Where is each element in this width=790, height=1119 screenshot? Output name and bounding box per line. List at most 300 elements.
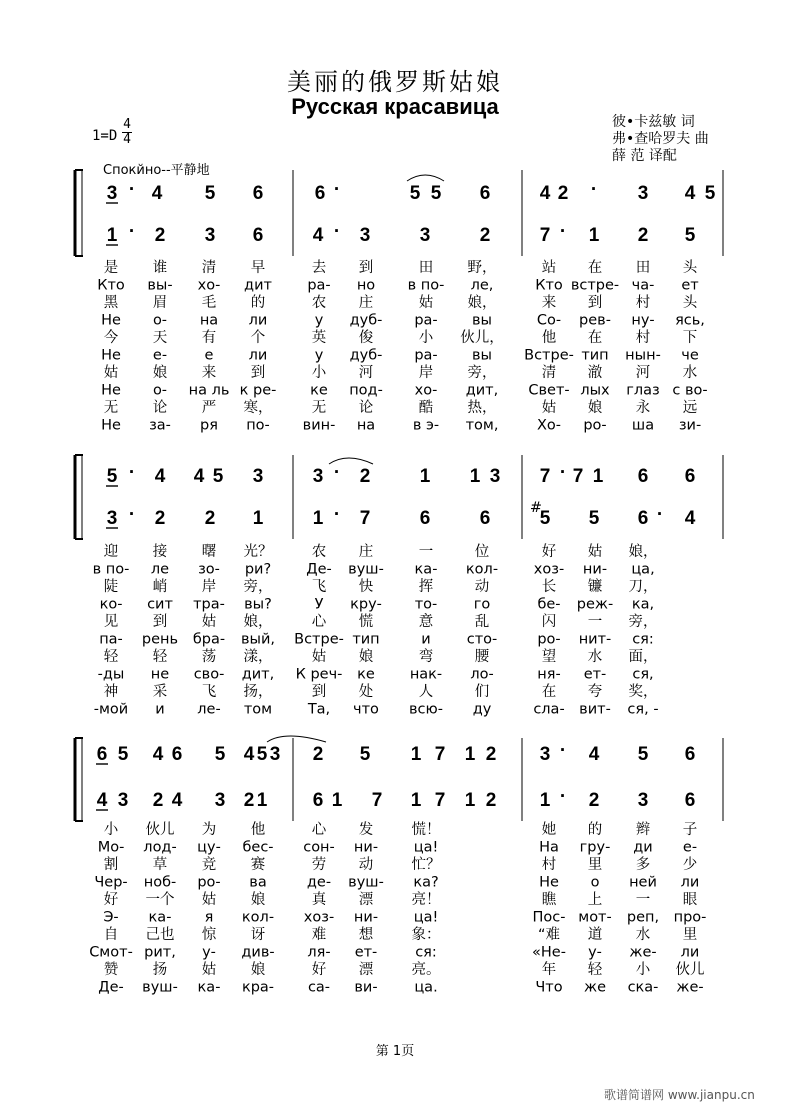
lyric-syllable: 弯: [418, 649, 434, 665]
lyric-syllable: Свет-: [528, 382, 570, 399]
lyric-syllable: 亮！: [411, 892, 441, 908]
lyric-syllable: Чер-: [94, 874, 128, 891]
lyric-syllable: Э-: [103, 909, 119, 926]
upper-part-note: 5: [704, 183, 716, 204]
lyric-syllable: 到: [311, 684, 327, 700]
lyric-syllable: 腰: [474, 649, 490, 665]
lyric-syllable: “难: [537, 927, 561, 943]
lyric-syllable: ся, -: [627, 701, 659, 718]
lyric-syllable: дуб-: [349, 347, 383, 364]
lyric-syllable: ле-: [197, 701, 221, 718]
lyric-syllable: Что: [535, 979, 563, 996]
lyric-syllable: 村: [541, 857, 557, 873]
lyric-syllable: 乱: [474, 614, 490, 630]
upper-part-note: 5: [106, 466, 118, 487]
lyric-syllable: 难: [311, 927, 327, 943]
lyric-syllable: сла-: [533, 701, 565, 718]
lyric-syllable: па-: [99, 631, 123, 648]
upper-part-note: 2: [312, 744, 324, 765]
upper-part-note: 2: [485, 744, 497, 765]
lyric-syllable: кол-: [241, 909, 275, 926]
lyric-syllable: 陡: [103, 579, 119, 595]
lyric-syllable: 下: [682, 330, 698, 346]
lyric-syllable: 峭: [152, 579, 168, 595]
lower-part-note: 1: [331, 790, 343, 811]
lyric-syllable: 草: [152, 857, 168, 873]
lyric-syllable: 河: [358, 365, 374, 381]
title-russian: Русская красавица: [291, 94, 499, 119]
lyric-syllable: в по-: [92, 561, 130, 578]
lyric-syllable: 赞: [103, 962, 119, 978]
lyric-syllable: сит: [147, 596, 173, 613]
page-number: 第 1页: [375, 1044, 415, 1059]
upper-part-note: 5: [117, 744, 129, 765]
lyric-syllable: 飞: [201, 684, 217, 700]
lyric-syllable: ра-: [414, 347, 438, 364]
lyric-syllable: че: [681, 347, 699, 364]
lyric-syllable: 见: [103, 614, 119, 630]
lyric-syllable: вый,: [240, 631, 276, 648]
lyric-syllable: реж-: [576, 596, 614, 613]
credit-translator: 薛 范 译配: [612, 148, 677, 164]
lyric-syllable: рит,: [144, 944, 176, 961]
lyric-syllable: 永: [635, 400, 651, 416]
lyric-syllable: 澈: [587, 365, 603, 381]
lyric-syllable: Встре-: [294, 631, 344, 648]
upper-part-note: 5: [430, 183, 442, 204]
lyric-syllable: 远: [682, 400, 698, 416]
upper-part-note: 5: [212, 466, 224, 487]
upper-part-note: 1: [419, 466, 431, 487]
lyric-syllable: 神: [103, 684, 119, 700]
lyric-syllable: 有: [201, 330, 217, 346]
upper-part-note: 7: [572, 466, 584, 487]
time-signature-top: 4: [123, 117, 131, 132]
lyric-syllable: 清: [541, 365, 557, 381]
lyric-syllable: том,: [465, 417, 499, 434]
lyric-syllable: 旁，: [243, 579, 273, 595]
lyric-syllable: ца!: [413, 839, 439, 856]
lyric-syllable: ли: [248, 347, 268, 364]
lyric-syllable: 处: [358, 684, 374, 700]
lyric-syllable: 野，: [467, 260, 497, 276]
lyric-syllable: 真: [311, 892, 327, 908]
lyric-syllable: 采: [152, 684, 168, 700]
lyric-syllable: Кто: [97, 277, 125, 294]
lyric-syllable: не: [150, 666, 170, 683]
lyric-syllable: де-: [306, 874, 332, 891]
lyric-syllable: 到: [587, 295, 603, 311]
lyric-syllable: 头: [682, 295, 698, 311]
lyric-syllable: 清: [201, 260, 217, 276]
lyric-syllable: 旁，: [467, 365, 497, 381]
lyric-syllable: но: [356, 277, 376, 294]
lyric-syllable: 讶: [250, 927, 266, 943]
lyric-syllable: 子: [682, 822, 698, 838]
lyric-syllable: кра-: [241, 979, 275, 996]
lower-part-note: 3: [204, 225, 216, 246]
upper-part-note: 6: [684, 744, 696, 765]
lyric-syllable: ка-: [148, 909, 172, 926]
lyric-syllable: Де-: [306, 561, 332, 578]
lyric-syllable: ка-: [414, 561, 438, 578]
lyric-syllable: Не: [101, 312, 121, 329]
lower-part-note: 2: [243, 790, 255, 811]
lyric-syllable: встре-: [570, 277, 620, 294]
lyric-syllable: Встре-: [524, 347, 574, 364]
lyric-syllable: ка,: [631, 596, 655, 613]
lyric-syllable: о: [590, 874, 600, 891]
lyric-syllable: ноб-: [143, 874, 177, 891]
lyric-syllable: хоз-: [303, 909, 335, 926]
lyric-syllable: 谁: [152, 260, 168, 276]
augmentation-dot: ·: [333, 462, 341, 483]
lyric-syllable: 漂: [358, 892, 374, 908]
lower-part-note: 2: [154, 225, 166, 246]
lyric-syllable: 他: [541, 330, 557, 346]
lyric-syllable: Не: [101, 347, 121, 364]
lyric-syllable: 动: [474, 579, 490, 595]
lower-part-note: 7: [539, 225, 551, 246]
lyric-syllable: ля-: [307, 944, 331, 961]
lyric-syllable: в э-: [412, 417, 440, 434]
lyric-syllable: ду: [472, 701, 492, 718]
lyric-syllable: 轻: [103, 649, 119, 665]
augmentation-dot: ·: [559, 740, 567, 761]
lyric-syllable: 酷: [418, 400, 434, 416]
lyric-syllable: 娘，: [467, 295, 497, 311]
lyric-syllable: же-: [676, 979, 704, 996]
lyric-syllable: кол-: [465, 561, 499, 578]
lyric-syllable: ска-: [627, 979, 659, 996]
lyric-syllable: ет-: [354, 944, 378, 961]
lyric-syllable: 娘: [587, 400, 603, 416]
lyric-syllable: ца!: [413, 909, 439, 926]
lyric-syllable: 小: [635, 962, 651, 978]
lyric-syllable: дит,: [465, 382, 499, 399]
lyric-syllable: 河: [635, 365, 651, 381]
lyric-syllable: сон-: [303, 839, 335, 856]
augmentation-dot: ·: [559, 462, 567, 483]
lyric-syllable: реп,: [626, 909, 660, 926]
lyric-syllable: вы: [472, 312, 492, 329]
lyric-syllable: 位: [474, 544, 490, 560]
lyric-syllable: 竞: [201, 857, 217, 873]
lower-part-note: 6: [252, 225, 264, 246]
lower-part-note: 5: [588, 508, 600, 529]
upper-part-note: 4: [193, 466, 205, 487]
lyric-syllable: 闪: [541, 614, 557, 630]
lyric-syllable: 岸: [201, 579, 217, 595]
upper-part-note: 1: [469, 466, 481, 487]
lower-part-note: 2: [485, 790, 497, 811]
lyric-syllable: 里: [682, 927, 698, 943]
upper-part-note: 4: [684, 183, 696, 204]
lyric-syllable: ца.: [414, 979, 438, 996]
lyric-syllable: 道: [587, 927, 603, 943]
augmentation-dot: ·: [128, 221, 136, 242]
augmentation-dot: ·: [559, 221, 567, 242]
lower-part-note: 2: [204, 508, 216, 529]
lyric-syllable: за-: [149, 417, 171, 434]
lower-part-note: 3: [214, 790, 226, 811]
upper-part-note: 3: [312, 466, 324, 487]
lyric-syllable: 无: [103, 400, 119, 416]
upper-part-note: 4: [539, 183, 551, 204]
lyric-syllable: 在: [587, 260, 603, 276]
slur: [407, 175, 444, 181]
lower-part-note: 2: [637, 225, 649, 246]
lower-part-note: 2: [154, 508, 166, 529]
lyric-syllable: 娘: [358, 649, 374, 665]
lyric-syllable: лых: [580, 382, 610, 399]
lyric-syllable: Кто: [535, 277, 563, 294]
lyric-syllable: 来: [541, 295, 557, 311]
lower-part-note: 7: [371, 790, 383, 811]
lyric-syllable: дуб-: [349, 312, 383, 329]
lyric-syllable: ро-: [537, 631, 561, 648]
lyric-syllable: 小: [311, 365, 327, 381]
lyric-syllable: 小: [418, 330, 434, 346]
lyric-syllable: 奖，: [628, 684, 658, 700]
lyric-syllable: 劳: [311, 857, 327, 873]
lyric-syllable: нак-: [409, 666, 443, 683]
lyric-syllable: вит-: [579, 701, 611, 718]
lower-part-note: 6: [312, 790, 324, 811]
lyric-syllable: ри?: [244, 561, 272, 578]
lyric-syllable: бе-: [537, 596, 561, 613]
lyric-syllable: же-: [629, 944, 657, 961]
lyric-syllable: 论: [358, 400, 374, 416]
lyric-syllable: е-: [152, 347, 168, 364]
upper-part-note: 5: [214, 744, 226, 765]
time-signature-bottom: 4: [123, 132, 131, 147]
lyric-syllable: 轻: [152, 649, 168, 665]
lower-part-note: 2: [479, 225, 491, 246]
lyric-syllable: в по-: [407, 277, 445, 294]
lower-part-note: 1: [588, 225, 600, 246]
lyric-syllable: про-: [673, 909, 707, 926]
lyric-syllable: на: [199, 312, 219, 329]
lyric-syllable: 面，: [628, 649, 658, 665]
lower-part-note: 1: [539, 790, 551, 811]
augmentation-dot: ·: [128, 504, 136, 525]
upper-part-note: 3: [252, 466, 264, 487]
lower-part-note: 3: [359, 225, 371, 246]
lyric-syllable: 好: [311, 962, 327, 978]
lyric-syllable: том: [243, 701, 273, 718]
lyric-syllable: кру-: [350, 596, 382, 613]
title-chinese: 美丽的俄罗斯姑娘: [287, 68, 503, 96]
lyric-syllable: Не: [101, 382, 121, 399]
lyric-syllable: хо-: [414, 382, 438, 399]
lyric-syllable: 田: [635, 260, 651, 276]
lyric-syllable: лод-: [143, 839, 177, 856]
lyric-syllable: бес-: [242, 839, 274, 856]
lyric-syllable: 是: [103, 260, 119, 276]
lyric-syllable: 论: [152, 400, 168, 416]
lyric-syllable: 人: [418, 684, 434, 700]
lyric-syllable: ви-: [354, 979, 378, 996]
lyric-syllable: рень: [141, 631, 179, 648]
lyric-syllable: мот-: [578, 909, 612, 926]
lyric-syllable: 庄: [358, 544, 374, 560]
lyric-syllable: ро-: [583, 417, 607, 434]
lyric-syllable: 严: [201, 400, 217, 416]
lyric-syllable: 光？: [243, 544, 273, 560]
lyric-syllable: глаз: [626, 382, 660, 399]
upper-part-note: 1: [464, 744, 476, 765]
lyric-syllable: у: [314, 347, 324, 364]
upper-part-note: 4: [154, 466, 166, 487]
lyric-syllable: всю-: [409, 701, 443, 718]
lyric-syllable: под-: [349, 382, 383, 399]
lyric-syllable: ке: [310, 382, 328, 399]
lyric-syllable: 来: [201, 365, 217, 381]
augmentation-dot: ·: [128, 179, 136, 200]
lyric-syllable: 岸: [418, 365, 434, 381]
tempo-marking: Спокйно--平静地: [103, 163, 210, 178]
lyric-syllable: 漂: [358, 962, 374, 978]
lyric-syllable: 割: [103, 857, 119, 873]
lyric-syllable: 快: [358, 579, 374, 595]
upper-part-note: 6: [252, 183, 264, 204]
lyric-syllable: 天: [152, 330, 168, 346]
lyric-syllable: дит,: [241, 666, 275, 683]
lyric-syllable: ет-: [583, 666, 607, 683]
lyric-syllable: 发: [358, 822, 374, 838]
lyric-syllable: 村: [635, 295, 651, 311]
lower-part-note: 7: [434, 790, 446, 811]
lyric-syllable: зо-: [198, 561, 220, 578]
lyric-syllable: 的: [587, 822, 603, 838]
lyric-syllable: бра-: [192, 631, 226, 648]
upper-part-note: 6: [637, 466, 649, 487]
lyric-syllable: цу-: [197, 839, 221, 856]
lyric-syllable: ся:: [632, 631, 654, 648]
lyric-syllable: нын-: [625, 347, 661, 364]
lyric-syllable: Пос-: [532, 909, 566, 926]
lyric-syllable: Не: [101, 417, 121, 434]
lyric-syllable: 多: [635, 857, 651, 873]
lyric-syllable: 一个: [145, 892, 175, 908]
lyric-syllable: 娘，: [243, 614, 273, 630]
lyric-syllable: на: [356, 417, 376, 434]
lower-part-note: 6: [419, 508, 431, 529]
lower-part-note: 1: [252, 508, 264, 529]
lower-part-note: 1: [312, 508, 324, 529]
lyric-syllable: тип: [581, 347, 609, 364]
lyric-syllable: вуш-: [142, 979, 178, 996]
lyric-syllable: ли: [680, 874, 700, 891]
lyric-syllable: с во-: [672, 382, 708, 399]
lyric-syllable: 好: [103, 892, 119, 908]
lyric-syllable: вы?: [244, 596, 272, 613]
lyric-syllable: 水: [587, 649, 603, 665]
lyric-syllable: 站: [541, 260, 557, 276]
lyric-syllable: 曙: [201, 544, 217, 560]
lyric-syllable: К реч-: [295, 666, 343, 683]
upper-part-note: 6: [314, 183, 326, 204]
lyric-syllable: вуш-: [348, 874, 384, 891]
lyric-syllable: гру-: [579, 839, 611, 856]
upper-part-note: 3: [106, 183, 118, 204]
lyric-syllable: 庄: [358, 295, 374, 311]
lyric-syllable: 忙？: [411, 857, 441, 873]
watermark: 歌谱简谱网 www.jianpu.cn: [604, 1088, 755, 1102]
lyric-syllable: 在: [541, 684, 557, 700]
lyric-syllable: 一: [587, 614, 603, 630]
lyric-syllable: по-: [246, 417, 270, 434]
lyric-syllable: 辫: [635, 822, 651, 838]
lyric-syllable: 镰: [587, 579, 603, 595]
lyric-syllable: 长: [541, 579, 557, 595]
lyric-syllable: 娘，: [628, 544, 658, 560]
lyric-syllable: 上: [587, 892, 603, 908]
lyric-syllable: к ре-: [239, 382, 277, 399]
lyric-syllable: рев-: [579, 312, 611, 329]
lyric-syllable: тра-: [193, 596, 225, 613]
lyric-syllable: 姑: [311, 649, 327, 665]
lyric-syllable: 黑: [103, 295, 119, 311]
lyric-syllable: 迎: [103, 544, 119, 560]
upper-part-note: 3: [489, 466, 501, 487]
lower-part-note: 1: [410, 790, 422, 811]
lyric-syllable: 意: [418, 614, 434, 630]
lyric-syllable: вы-: [147, 277, 173, 294]
lyric-syllable: На: [539, 839, 559, 856]
lyric-syllable: 无: [311, 400, 327, 416]
lyric-syllable: 亮。: [411, 962, 441, 978]
lower-part-note: 3: [637, 790, 649, 811]
lyric-syllable: ли: [248, 312, 268, 329]
upper-part-note: 2: [359, 466, 371, 487]
lower-part-note: 3: [106, 508, 118, 529]
lyric-syllable: ся:: [415, 944, 437, 961]
lyric-syllable: 他: [250, 822, 266, 838]
lyric-syllable: 她: [541, 822, 557, 838]
lyric-syllable: вы: [472, 347, 492, 364]
lyric-syllable: 们: [474, 684, 490, 700]
lyric-syllable: ча-: [631, 277, 655, 294]
upper-part-note: 5: [637, 744, 649, 765]
lyric-syllable: ша: [631, 417, 655, 434]
lyric-syllable: 热，: [467, 400, 497, 416]
lyric-syllable: ке: [357, 666, 375, 683]
lyric-syllable: ра-: [414, 312, 438, 329]
lyric-syllable: Хо-: [536, 417, 562, 434]
lyric-syllable: ло-: [470, 666, 494, 683]
lyric-syllable: 的: [250, 295, 266, 311]
lyric-syllable: хо-: [197, 277, 221, 294]
lyric-syllable: 伙儿，: [460, 330, 504, 346]
lyric-syllable: ясь,: [675, 312, 705, 329]
lyric-syllable: то-: [414, 596, 438, 613]
lyric-syllable: 早: [250, 260, 266, 276]
augmentation-dot: ·: [333, 221, 341, 242]
upper-part-note: 3: [637, 183, 649, 204]
lyric-syllable: 姑: [201, 614, 217, 630]
lyric-syllable: вин-: [302, 417, 336, 434]
augmentation-dot: ·: [590, 179, 598, 200]
lower-part-note: 6: [684, 790, 696, 811]
lyric-syllable: вуш-: [348, 561, 384, 578]
lyric-syllable: 望: [541, 649, 557, 665]
lyric-syllable: 象：: [411, 927, 441, 943]
lyric-syllable: ко-: [99, 596, 123, 613]
lyric-syllable: 水: [682, 365, 698, 381]
lyric-syllable: «Не-: [532, 944, 566, 961]
